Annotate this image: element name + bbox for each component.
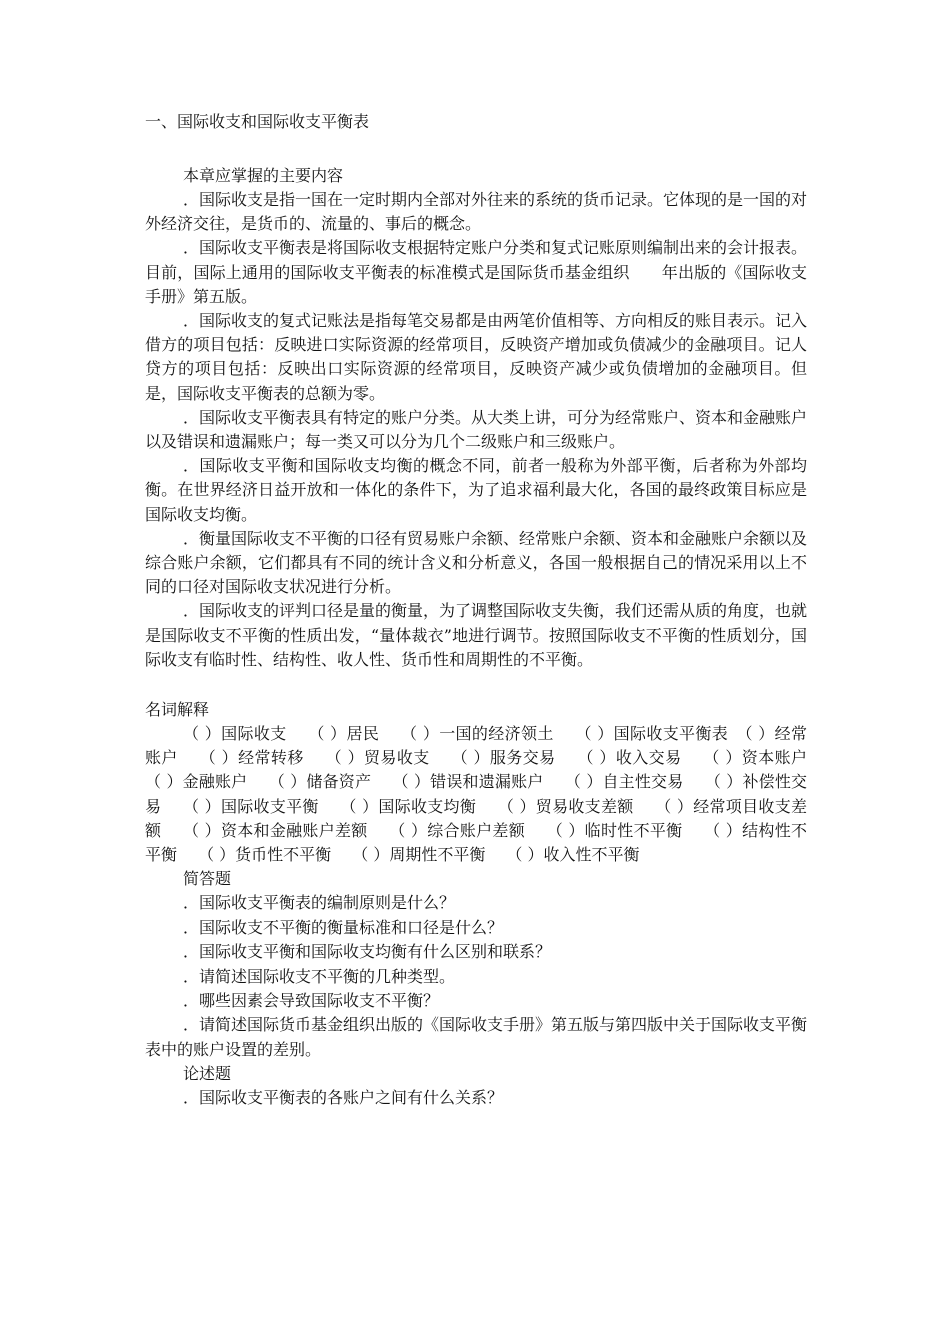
paragraph: ．国际收支平衡表具有特定的账户分类。从大类上讲，可分为经常账户、资本和金融账户以及错误和遗漏账户；每一类又可以分为几个二级账户和三级账户。 xyxy=(145,407,808,452)
paragraph: ．国际收支是指一国在一定时期内全部对外往来的系统的货币记录。它体现的是一国的对外经济交往，是货币的、流量的、事后的概念。 xyxy=(145,190,808,234)
paragraph: ．国际收支的评判口径是量的衡量，为了调整国际收支失衡，我们还需从质的角度，也就是国际收支不平衡的性质出发，“量体裁衣”地进行调节。按照国际收支不平衡的性质划分，国际收支有临时性、结构性、收人性、货币性和周期性的不平衡。 xyxy=(145,601,808,669)
paragraph: ．国际收支的复式记账法是指每笔交易都是由两笔价值相等、方向相反的账目表示。记入借方的项目包括：反映进口实际资源的经常项目，反映资产增加或负债减少的金融项目。记人贷方的项目包括：反映出口实际资源的经常项目，反映资产减少或负债增加的金融项目。但是，国际收支平衡表的总额为零。 xyxy=(145,311,808,403)
short-question: ．国际收支不平衡的衡量标准和口径是什么？ xyxy=(183,917,504,937)
essay-heading: 论述题 xyxy=(183,1064,232,1084)
paragraph: ．国际收支平衡和国际收支均衡的概念不同，前者一般称为外部平衡，后者称为外部均衡。在世界经济日益开放和一体化的条件下，为了追求福利最大化，各国的最终政策目标应是国际收支均衡。 xyxy=(145,456,807,524)
short-question: ．国际收支平衡表的编制原则是什么？ xyxy=(183,893,456,913)
document-page xyxy=(145,110,829,1111)
paragraph: ．国际收支平衡表是将国际收支根据特定账户分类和复式记账原则编制出来的会计报表。目前，国际上通用的国际收支平衡表的标准模式是国际货币基金组织 年出版的《国际收支手册》第五版。 xyxy=(145,238,808,306)
terms-heading: 名词解释 xyxy=(145,700,210,720)
page-title: 一、国际收支和国际收支平衡表 xyxy=(145,112,370,131)
short-question: ．哪些因素会导致国际收支不平衡？ xyxy=(183,990,440,1010)
paragraph: ．衡量国际收支不平衡的口径有贸易账户余额、经常账户余额、资本和金融账户余额以及综合账户余额，它们都具有不同的统计含义和分析意义，各国一般根据自己的情况采用以上不同的口径对国际收支状况进行分析。 xyxy=(145,528,808,597)
short-answer-heading: 简答题 xyxy=(183,869,232,889)
spacer xyxy=(145,672,807,698)
short-question: ．请简述国际货币基金组织出版的《国际收支手册》第五版与第四版中关于国际收支平衡表中的账户设置的差别。 xyxy=(145,1015,808,1059)
short-question: ．国际收支平衡和国际收支均衡有什么区别和联系？ xyxy=(183,942,552,962)
essay-question: ．国际收支平衡表的各账户之间有什么关系？ xyxy=(183,1088,504,1108)
terms-list: （ ）国际收支 （ ）居民 （ ）一国的经济领土 （ ）国际收支平衡表 （ ）经常账户 （ ）经常转移 （ ）贸易收支 （ ）服务交易 （ ）收入交易 （ ）资本账户 （ ）金融账户 （ ）储备资产 （ ）错误和遗漏账户 （ ）自主性交易 （ ）补偿性交易 （ ）国际收支平衡 （ ）国际收支均衡 （ ）贸易收支差额 （ ）经常项目收支差额 （ ）资本和金融账户差额 （ ）综合账户差额 （ ）临时性不平衡 （ ）结构性不平衡 （ ）货币性不平衡 （ ）周期性不平衡 （ ）收入性不平衡 xyxy=(145,724,829,865)
short-question: ．请简述国际收支不平衡的几种类型。 xyxy=(183,966,456,986)
main-content-heading: 本章应掌握的主要内容 xyxy=(183,166,344,185)
